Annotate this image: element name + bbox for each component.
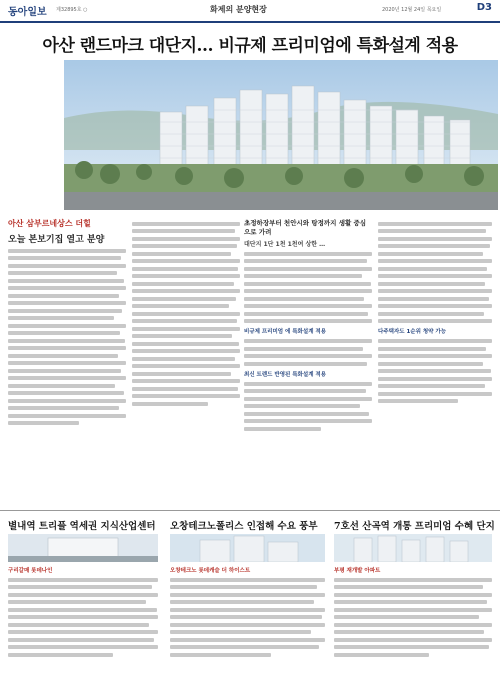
- right-subhead: 다주택자도 1순위 청약 가능: [378, 329, 447, 335]
- issue-date: 2020년 12월 24일 목요일: [382, 7, 442, 13]
- lead-kicker: 아산 삼부르네상스 더힐: [8, 219, 91, 228]
- bottom-photo-2: [170, 534, 325, 562]
- lead-story: [8, 218, 126, 429]
- feature-subhead-1: 비규제 프리미엄 에 특화설계 적용: [244, 329, 327, 335]
- right-column: [378, 218, 492, 407]
- page-number: D3: [476, 2, 492, 13]
- feature-subhead-2: 최신 트렌드 반영된 특화설계 적용: [244, 371, 327, 378]
- feature-title: 초정하장부터 천안시와 탕정까지 생활 중심으로 가려: [244, 219, 367, 236]
- apartment-rendering-photo: [64, 60, 498, 210]
- feature-story: [244, 218, 372, 434]
- bottom-label-2: 오창테크노 롯데캐슬 더 하이스트: [170, 568, 251, 574]
- section-title: 화제의 분양현장: [210, 5, 267, 14]
- bottom-story-3: [334, 566, 492, 660]
- lead-subtitle: 오늘 본보기집 열고 분양: [8, 235, 105, 245]
- lead-body: [8, 249, 126, 426]
- section-divider: [0, 510, 500, 511]
- bottom-label-3: 부평 재개발 아파트: [334, 568, 381, 574]
- main-headline: 아산 랜드마크 대단지… 비규제 프리미엄에 특화설계 적용: [42, 36, 458, 56]
- bottom-photo-3: [334, 534, 492, 562]
- column-2: [132, 218, 240, 409]
- bottom-story-1: [8, 566, 158, 660]
- masthead: [0, 0, 500, 23]
- feature-subtitle: 대단지 1단 1천 1천여 상한 …: [244, 241, 326, 248]
- newspaper-logo: 동아일보: [8, 7, 47, 18]
- bottom-title-3: 7호선 산곡역 개통 프리미엄 수혜 단지: [334, 521, 495, 532]
- bottom-label-1: 구리갈매 롯데나인: [8, 568, 53, 574]
- issue-number: 제32895호 ○: [56, 7, 88, 13]
- bottom-title-1: 별내역 트리플 역세권 지식산업센터: [8, 521, 156, 532]
- bottom-story-2: [170, 566, 325, 660]
- bottom-photo-1: [8, 534, 158, 562]
- bottom-title-2: 오창테크노폴리스 인접해 수요 풍부: [170, 521, 318, 532]
